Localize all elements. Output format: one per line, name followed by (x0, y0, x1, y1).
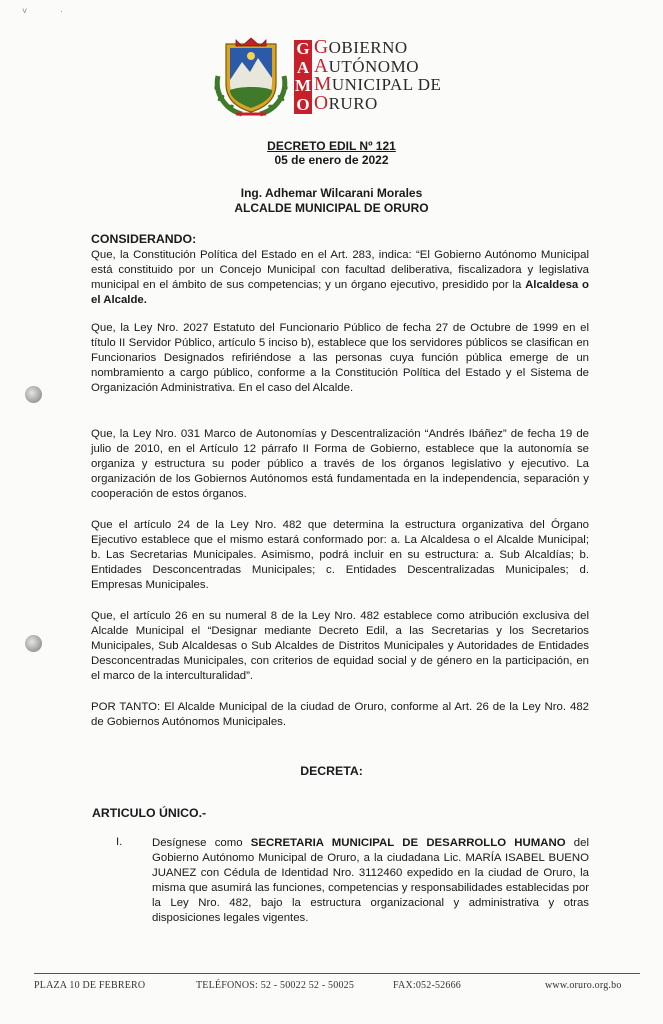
gamo-letter: M (294, 76, 312, 95)
paragraph-por-tanto: POR TANTO: El Alcalde Municipal de la ciudad de Oruro, conforme al Art. 26 de la Ley Nro. 482 de Gobiernos Autónomos Municipales. (91, 701, 589, 728)
decreta-heading: DECRETA: (300, 764, 363, 778)
paragraph-text: Que, la Constitución Política del Estado en el Art. 283, indica: “El Gobierno Autónomo Municipal está constituido por un Concejo Municipal con facultad deliberativa, fiscalizadora y legislativa municipal en el ámbito de sus competencias; y un órgano ejecutivo, presidido por la (91, 249, 589, 291)
gamo-letter: G (296, 39, 310, 58)
paragraph-ley-2027: Que, la Ley Nro. 2027 Estatuto del Funcionario Público de fecha 27 de Octubre de 1999 en el título II Servidor Público, artículo 5 inciso b), establece que los servidores públicos se clasifican en Funcionarios Designados refiriéndose a las personas cuya función pública emerge de un nombramiento a cargo público, conforme a la Constitución Política del Estado y el Sistema de Organización Administrativa. En el caso del Alcalde. (91, 322, 589, 394)
footer-divider (34, 973, 640, 974)
brand-line: GOBIERNO (314, 37, 408, 58)
articulo-text (152, 836, 589, 926)
official-name: Ing. Adhemar Wilcarani Morales (240, 186, 423, 200)
paragraph-emphasis: Alcaldesa o el Alcalde. (91, 279, 590, 306)
articulo-designation: SECRETARIA MUNICIPAL DE DESARROLLO HUMANO (250, 837, 566, 849)
articulo-numeral: I. (116, 836, 123, 848)
considerando-heading: CONSIDERANDO: (91, 232, 197, 246)
gamo-letter: O (296, 94, 310, 114)
official-title: ALCALDE MUNICIPAL DE ORURO (234, 201, 429, 215)
paragraph-ley-031: Que, la Ley Nro. 031 Marco de Autonomías y Descentralización “Andrés Ibáñez” de fecha 19 de julio de 2010, en el Artículo 12 párrafo II Forma de Gobierno, establece que la autonomía se organiza y estructura su poder público a través de los órganos legislativo y ejecutivo. La organización de los Gobiernos Autónomos está fundamentada en la independencia, separación y cooperación de estos órganos. (91, 428, 589, 500)
scan-speck: · (60, 6, 63, 16)
articulo-text-b: del Gobierno Autónomo Municipal de Oruro, a la ciudadana Lic. MARÍA ISABEL BUENO JUANEZ con Cédula de Identidad Nro. 3112460 expedido en la ciudad de Oruro, la misma que asumirá las funciones, competencias y responsabilidades establecidas por la Ley Nro. 482, bajo la estructura organizacional y administrativa y otras disposiciones legales vigentes. (152, 837, 589, 924)
coat-of-arms-icon (212, 36, 290, 118)
paragraph-ley-482-art-24: Que el artículo 24 de la Ley Nro. 482 que determina la estructura organizativa del Órgano Ejecutivo establece que el mismo estará conformado por: a. La Alcaldesa o el Alcalde Municipal; b. Las Secretarias Municipales. Asimismo, podrá incluir en su estructura: a. Sub Alcaldías; b. Entidades Desconcentradas Municipales; c. Entidades Descentralizadas Municipales; d. Empresas Municipales. (91, 519, 589, 591)
articulo-text-a: Desígnese como (152, 837, 251, 849)
footer-phones: TELÉFONOS: 52 - 50022 52 - 50025 (196, 980, 355, 991)
gamo-letter: A (296, 57, 310, 77)
decree-number: DECRETO EDIL Nº 121 (267, 139, 396, 153)
footer-website: www.oruro.org.bo (545, 980, 622, 991)
footer-fax: FAX:052-52666 (393, 980, 461, 991)
paragraph-constitucion (91, 248, 589, 308)
brand-line: ORURO (314, 92, 378, 114)
punch-hole (25, 635, 42, 652)
paragraph-ley-482-art-26: Que, el artículo 26 en su numeral 8 de la Ley Nro. 482 establece como atribución exclusiva del Alcalde Municipal el “Designar mediante Decreto Edil, a las Secretarias y los Secretarios Municipales, Sub Alcaldesas o Sub Alcaldes de Distritos Municipales y Autoridades de Entidades Desconcentradas Municipales, con criterios de equidad social y de género en la participación, en el marco de la interculturalidad”. (91, 610, 589, 682)
articulo-heading: ARTICULO ÚNICO.- (92, 806, 207, 820)
brand-name (314, 39, 441, 113)
footer-address: PLAZA 10 DE FEBRERO (34, 980, 146, 991)
scan-speck: ˅ (22, 6, 28, 16)
municipal-logo (212, 36, 452, 118)
brand-line: AUTÓNOMO (314, 55, 419, 77)
gamo-acronym (294, 40, 312, 114)
decree-date: 05 de enero de 2022 (274, 153, 389, 167)
punch-hole (25, 386, 42, 403)
brand-line: MUNICIPAL DE (314, 74, 442, 95)
